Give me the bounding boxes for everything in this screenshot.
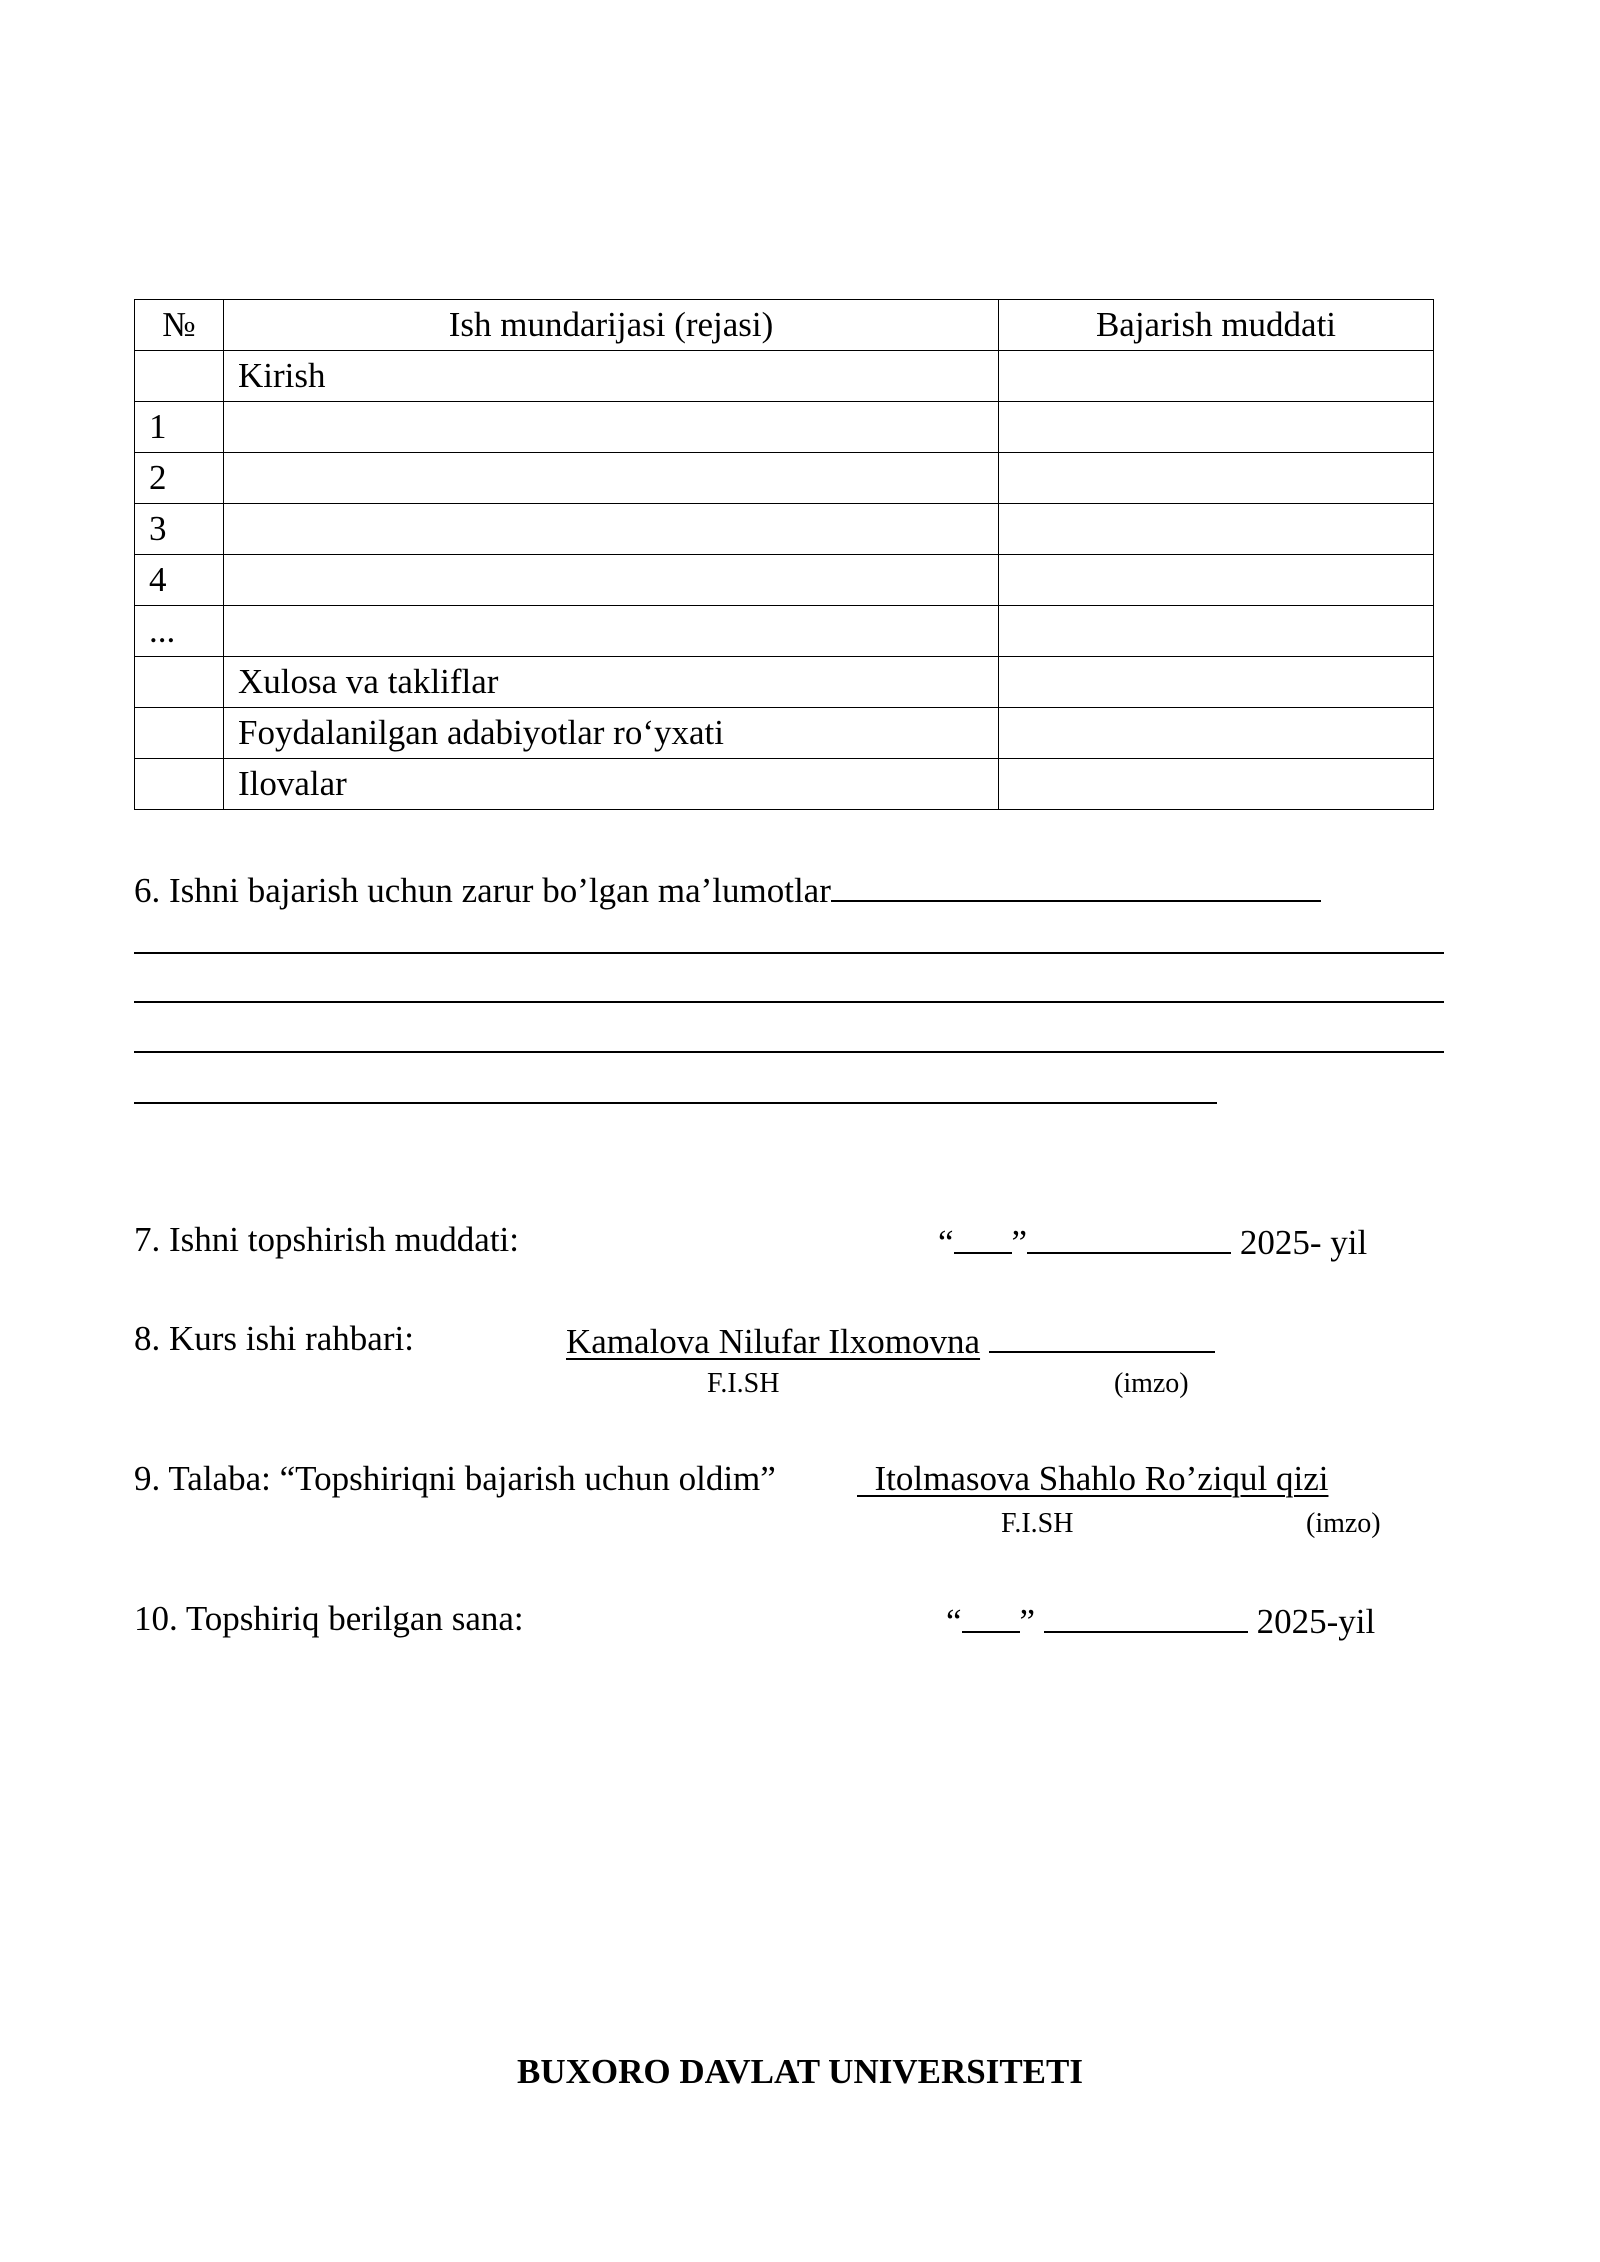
month-blank: [1027, 1222, 1231, 1254]
item-8-label: 8. Kurs ishi rahbari:: [134, 1319, 414, 1358]
table-row: [135, 504, 1434, 555]
header-deadline: Bajarish muddati: [999, 300, 1434, 351]
close-quote: ”: [1019, 1602, 1036, 1641]
item-7-label: 7. Ishni topshirish muddati:: [134, 1220, 519, 1259]
item-6-label: 6. Ishni bajarish uchun zarur bo’lgan ma’lumotlar: [134, 871, 831, 910]
day-blank: [954, 1222, 1012, 1254]
year-text: 2025-yil: [1256, 1602, 1376, 1641]
open-quote: “: [938, 1223, 954, 1262]
row-content: Foydalanilgan adabiyotlar ro‘yxati: [224, 708, 999, 759]
item-8-name-line: [566, 1321, 1215, 1359]
row-content: [224, 504, 999, 555]
row-number: [135, 759, 224, 810]
student-name-text: Itolmasova Shahlo Ro’ziqul qizi: [874, 1459, 1329, 1498]
table-row: [135, 555, 1434, 606]
blank-line-1: [134, 952, 1444, 954]
item-10-date: [946, 1601, 1375, 1639]
table-row: [135, 606, 1434, 657]
item-6: [134, 870, 1321, 908]
row-number: [135, 351, 224, 402]
item-9-label: 9. Talaba: “Topshiriqni bajarish uchun oldim”: [134, 1459, 776, 1498]
row-content: Xulosa va takliflar: [224, 657, 999, 708]
university-name: BUXORO DAVLAT UNIVERSITETI: [517, 2052, 1083, 2091]
row-deadline: [999, 657, 1434, 708]
row-content: [224, 606, 999, 657]
supervisor-name: Kamalova Nilufar Ilxomovna: [566, 1322, 981, 1361]
blank-line-3: [134, 1051, 1444, 1053]
row-number: [135, 657, 224, 708]
open-quote: “: [946, 1602, 962, 1641]
close-quote: ”: [1011, 1223, 1028, 1262]
item-9-name-line: [857, 1461, 1328, 1496]
student-name: [857, 1459, 1328, 1498]
row-deadline: [999, 453, 1434, 504]
day-blank: [962, 1601, 1020, 1633]
row-number: 3: [135, 504, 224, 555]
blank-line-2: [134, 1001, 1444, 1003]
student-fish-caption: F.I.SH: [1001, 1508, 1074, 1539]
table-row: [135, 453, 1434, 504]
blank-line-4: [134, 1102, 1217, 1104]
table-body: [135, 351, 1434, 810]
work-plan-table: [134, 299, 1434, 810]
row-deadline: [999, 504, 1434, 555]
month-blank: [1044, 1601, 1248, 1633]
row-number: ...: [135, 606, 224, 657]
table-header-row: [135, 300, 1434, 351]
row-deadline: [999, 402, 1434, 453]
supervisor-sign-caption: (imzo): [1114, 1368, 1189, 1399]
row-content: [224, 555, 999, 606]
supervisor-signature-blank: [989, 1321, 1215, 1353]
row-deadline: [999, 759, 1434, 810]
row-content: [224, 402, 999, 453]
item-6-blank: [831, 870, 1321, 902]
row-content: Ilovalar: [224, 759, 999, 810]
item-10-label: 10. Topshiriq berilgan sana:: [134, 1599, 524, 1638]
row-number: 2: [135, 453, 224, 504]
row-deadline: [999, 606, 1434, 657]
row-number: 1: [135, 402, 224, 453]
header-number: №: [135, 300, 224, 351]
table-row: [135, 759, 1434, 810]
student-sign-caption: (imzo): [1306, 1508, 1381, 1539]
header-content: Ish mundarijasi (rejasi): [224, 300, 999, 351]
row-content: [224, 453, 999, 504]
row-deadline: [999, 555, 1434, 606]
table-row: [135, 402, 1434, 453]
year-text: 2025- yil: [1239, 1223, 1368, 1262]
row-number: [135, 708, 224, 759]
table-row: [135, 351, 1434, 402]
supervisor-fish-caption: F.I.SH: [707, 1368, 780, 1399]
item-7-date: [938, 1222, 1367, 1260]
row-number: 4: [135, 555, 224, 606]
row-deadline: [999, 351, 1434, 402]
table-row: [135, 657, 1434, 708]
row-deadline: [999, 708, 1434, 759]
table-row: [135, 708, 1434, 759]
row-content: Kirish: [224, 351, 999, 402]
